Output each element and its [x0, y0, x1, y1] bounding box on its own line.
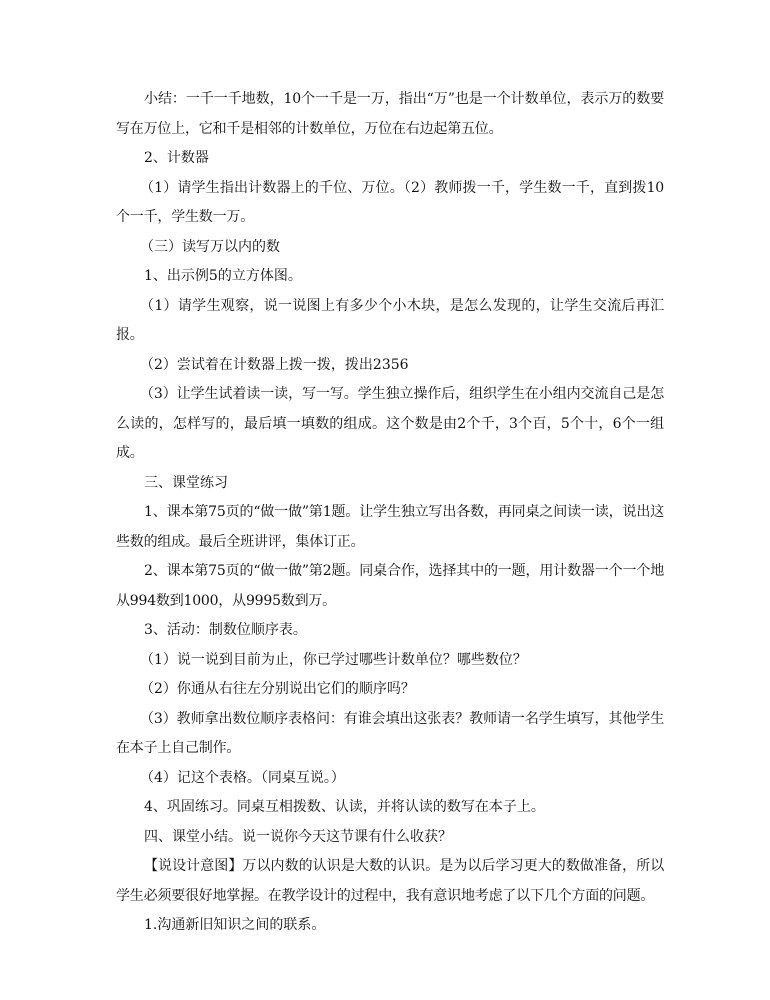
- activity-question-1: （1）说一说到目前为止，你已学过哪些计数单位？哪些数位？: [140, 651, 527, 668]
- try-counter-paragraph: （2）尝试着在计数器上拨一拨，拨出2356: [140, 356, 409, 373]
- activity-question-3: （3）教师拿出数位顺序表格问：有谁会填出这张表？教师请一名学生填写，其他学生在本子上自己制作。: [116, 710, 664, 756]
- example-intro-paragraph: 1、出示例5的立方体图。: [144, 268, 302, 284]
- practice-item-2: 2、课本第75页的“做一做”第2题。同桌合作，选择其中的一题，用计数器一个一个地从994数到1000，从9995数到万。: [116, 563, 664, 609]
- section-heading-counter: 2、计数器: [144, 150, 209, 166]
- section-heading-summary: 四、课堂小结。说一说你今天这节课有什么收获？: [144, 828, 452, 845]
- section-heading-read-write: （三）读写万以内的数: [140, 238, 280, 255]
- section-heading-practice: 三、课堂练习: [144, 474, 228, 491]
- practice-item-3: 3、活动：制数位顺序表。: [144, 622, 307, 638]
- summary-paragraph: 小结：一千一千地数，10个一千是一万，指出“万”也是一个计数单位，表示万的数要写在万位上，它和千是相邻的计数单位，万位在右边起第五位。: [116, 91, 664, 137]
- design-point-1: 1.沟通新旧知识之间的联系。: [144, 917, 326, 933]
- practice-item-4: 4、巩固练习。同桌互相拨数、认读，并将认读的数写在本子上。: [144, 799, 545, 815]
- design-intent-paragraph: 【说设计意图】万以内数的认识是大数的认识。是为以后学习更大的数做准备，所以学生必须要很好地掌握。在教学设计的过程中，我有意识地考虑了以下几个方面的问题。: [116, 858, 664, 904]
- document-page: [116, 85, 664, 941]
- activity-question-4: （4）记这个表格。（同桌互说。）: [140, 769, 345, 786]
- practice-item-1: 1、课本第75页的“做一做”第1题。让学生独立写出各数，再同桌之间读一读，说出这些数的组成。最后全班讲评，集体订正。: [116, 504, 664, 550]
- counter-activity-paragraph: （1）请学生指出计数器上的千位、万位。（2）教师拨一千，学生数一千，直到拨10个一千，学生数一万。: [116, 179, 664, 225]
- activity-question-2: （2）你通从右往左分别说出它们的顺序吗？: [140, 681, 415, 697]
- read-write-paragraph: （3）让学生试着读一读，写一写。学生独立操作后，组织学生在小组内交流自己是怎么读的，怎样写的，最后填一填数的组成。这个数是由2个千，3个百，5个十，6个一组成。: [116, 386, 664, 461]
- observe-paragraph: （1）请学生观察，说一说图上有多少个小木块，是怎么发现的，让学生交流后再汇报。: [116, 297, 664, 343]
